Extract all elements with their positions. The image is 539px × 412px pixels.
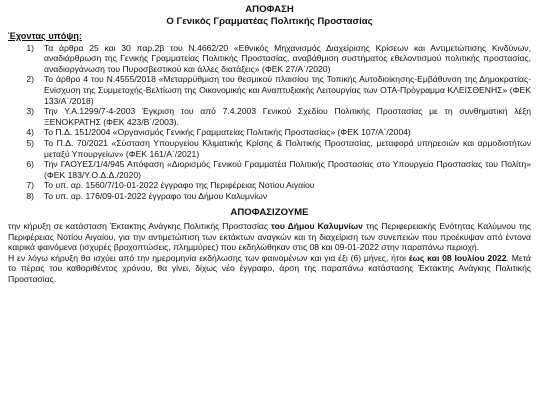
paragraph-text: της Περιφερειακής Ενότητας Καλύμνου της Περιφέρειας Νοτίου Αιγαίου, για την αντιμετώπιση των εκτάκτων αναγκών και τη διαχείριση των συνεπειών που προέκυψαν από έντονα καιρικά φαινόμενα (ισχυρές βροχοπτώσεις, πλημμύρες) που εκδηλώθηκαν στις 08 και 09-01-2022 στην παραπάνω περιοχή. xyxy=(8,221,532,253)
item-text: Το υπ. αρ. 1560/7/10-01-2022 έγγραφο της Περιφέρειας Νοτίου Αιγαίου xyxy=(44,180,315,191)
list-item xyxy=(8,159,531,180)
paragraph-text: την κήρυξη σε κατάσταση Έκτακτης Ανάγκης Πολιτικής Προστασίας xyxy=(8,221,272,232)
item-text: Το υπ. αρ. 176/09-01-2022 έγγραφο του Δήμου Καλυμνίων xyxy=(44,190,268,201)
document-subtitle: Ο Γενικός Γραμματέας Πολιτικής Προστασίας xyxy=(166,16,373,27)
item-number: 3) xyxy=(26,106,34,117)
item-text: Το Π.Δ. 151/2004 «Οργανισμός Γενικής Γραμματείας Πολιτικής Προστασίας» (ΦΕΚ 107/Α΄/2004) xyxy=(44,127,411,138)
list-item xyxy=(8,74,531,106)
paragraph-text: Η εν λόγω κήρυξη θα ισχύει από την ημερομηνία εκδήλωσης των φαινομένων και για έξι (6) μήνες, ήτοι xyxy=(8,252,409,263)
item-number: 7) xyxy=(26,180,34,191)
municipality-name: του Δήμου Καλυμνίων xyxy=(271,221,363,232)
paragraph-text: . Μετά το πέρας του καθοριθέντος χρόνου, θα γίνει, δίχως νέο έγγραφο, άρση της παραπάνω κατάστασης Έκτακτης Ανάγκης Πολιτικής Προστασίας. xyxy=(8,252,531,285)
item-text: Το άρθρο 4 του Ν.4555/2018 «Μεταρρύθμιση του θεσμικού πλαισίου της Τοπικής Αυτοδιοίκησης-Εμβάθυνση της Δημοκρατίας-Ενίσχυση της Συμμετοχής-Βελτίωση της Οικονομικής και Αναπτυξιακής Λειτουργίας των ΟΤΑ-Πρόγραμμα ΚΛΕΙΣΘΕΝΗΣ» (ΦΕΚ 133/Α΄/2018) xyxy=(44,74,531,106)
decision-title: ΑΠΟΦΑΣΙΖΟΥΜΕ xyxy=(230,206,309,218)
list-item xyxy=(8,180,531,191)
item-text: Την Υ.Α.1299/7-4-2003 Έγκριση του από 7.4.2003 Γενικού Σχεδίου Πολιτικής Προστασίας με τη συνθηματική λέξη ΞΕΝΟΚΡΑΤΗΣ (ΦΕΚ 423/Β΄/2003). xyxy=(44,106,531,127)
list-item xyxy=(8,127,531,138)
decision-body xyxy=(8,221,531,285)
considering-label: Έχοντας υπόψη: xyxy=(8,31,82,41)
item-number: 2) xyxy=(26,74,34,85)
decision-paragraph-2 xyxy=(8,253,531,285)
list-item xyxy=(8,43,531,75)
document-title: ΑΠΟΦΑΣΗ xyxy=(245,4,294,15)
item-number: 1) xyxy=(26,42,34,53)
list-item xyxy=(8,106,531,127)
list-item xyxy=(8,191,531,202)
item-text: Τα άρθρα 25 και 30 παρ.2β του Ν.4662/20 «Εθνικός Μηχανισμός Διαχείρισης Κρίσεων και Αντιμετώπισης Κινδύνων, αναδιάρθρωση της Γενικής Γραμματείας Πολιτικής Προστασίας, αναβάθμιση συστήματος εθελοντισμού πολιτικής προστασίας, αναδιοργάνωση του Πυροσβεστικού και άλλες διατάξεις» (ΦΕΚ 27/Α΄/2020) xyxy=(44,42,531,74)
item-number: 5) xyxy=(26,137,34,148)
item-number: 8) xyxy=(26,190,34,201)
end-date: έως και 08 Ιουλίου 2022 xyxy=(408,252,507,263)
list-item xyxy=(8,138,531,159)
considerations-list xyxy=(8,43,531,202)
decision-paragraph-1 xyxy=(8,221,531,253)
item-text: Το Π.Δ. 70/2021 «Σύσταση Υπουργείου Κλιματικής Κρίσης & Πολιτικής Προστασίας, μεταφορά υπηρεσιών και αρμοδιοτήτων μεταξύ Υπουργείων» (ΦΕΚ 161/Α΄/2021) xyxy=(44,137,531,159)
item-text: Την ΓΑΟΥΕΣ/1/4/945 Απόφαση «Διορισμός Γενικού Γραμματέα Πολιτικής Προστασίας στο Υπουργείο Προστασίας του Πολίτη» (ΦΕΚ 183/Υ.Ο.Δ.Δ./2020) xyxy=(44,159,531,180)
item-number: 4) xyxy=(26,127,34,138)
item-number: 6) xyxy=(26,159,34,170)
